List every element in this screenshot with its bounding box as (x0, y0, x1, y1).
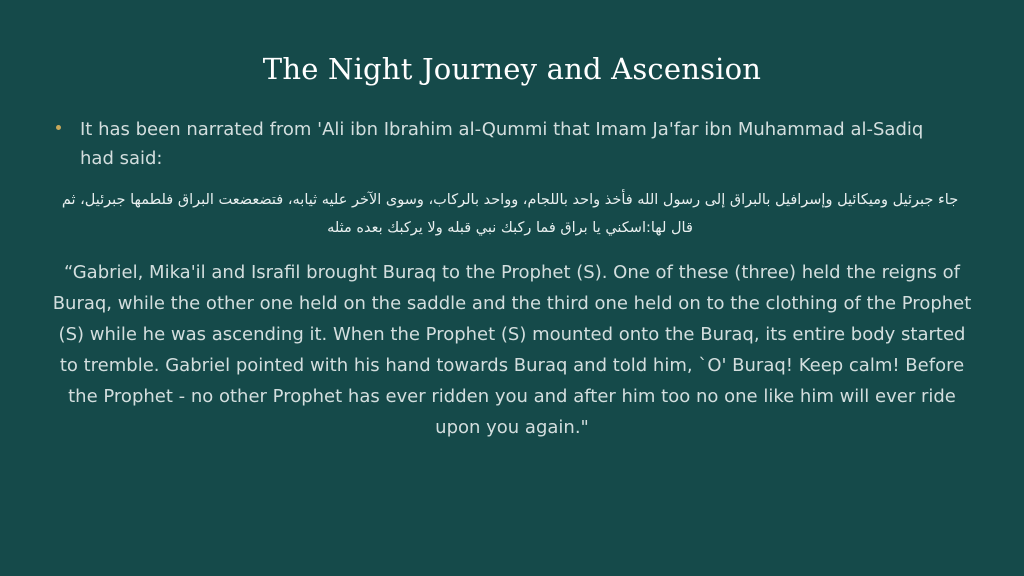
slide-title: The Night Journey and Ascension (262, 52, 762, 86)
english-quote: “Gabriel, Mika'il and Israfil brought Buraq to the Prophet (S). One of these (three) held the reigns of Buraq, while the other one held on the saddle and the third one held on to the clothing of the Prophet (S) while he was ascending it. When the Prophet (S) mounted onto the Buraq, its entire body started to tremble. Gabriel pointed with his hand towards Buraq and told him, `O' Buraq! Keep calm! Before the Prophet - no other Prophet has ever ridden you and after him too no one like him will ever ride upon you again." (52, 262, 972, 438)
arabic-quote: جاء جبرئيل وميكائيل وإسرافيل بالبراق إلى رسول الله فأخذ واحد باللجام، وواحد بالركاب، وسوى الآخر عليه ثيابه، فتضعضعت البراق فلطمها جبرئيل، ثم قال لها:اسكني يا براق فما ركبك نبي قبله ولا يركبك بعده مثله (61, 192, 959, 236)
bullet-item (56, 115, 956, 173)
bullet-dot-icon (56, 125, 61, 130)
bullet-text: It has been narrated from 'Ali ibn Ibrahim al-Qummi that Imam Ja'far ibn Muhammad al-Sadiq had said: (80, 119, 924, 169)
